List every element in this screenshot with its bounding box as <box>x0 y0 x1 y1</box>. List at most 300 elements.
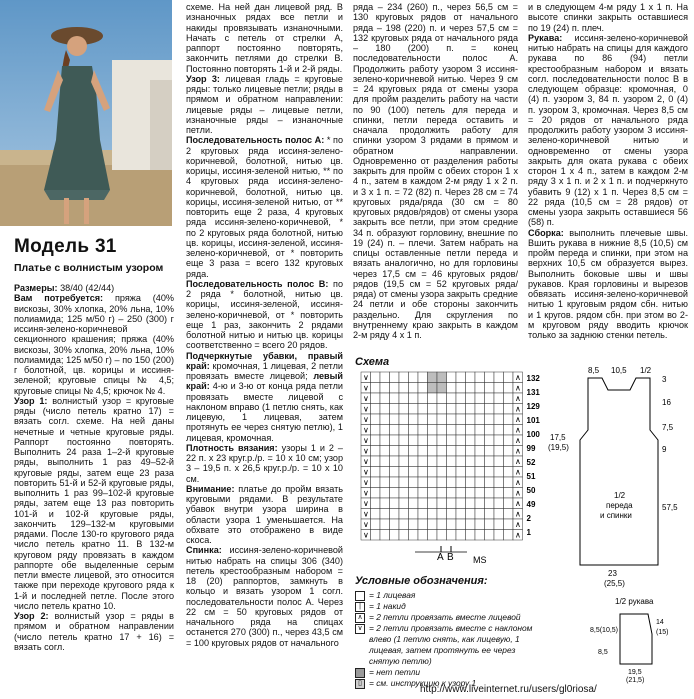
chart-cell <box>475 383 485 394</box>
chart-symbol: ∧ <box>515 488 521 498</box>
text-column-2 <box>186 2 343 648</box>
chart-cell <box>456 414 466 425</box>
chart-cell <box>399 435 409 446</box>
chart-cell <box>466 414 476 425</box>
chart-cell <box>494 446 504 457</box>
chart-cell <box>494 530 504 541</box>
chart-cell <box>428 414 438 425</box>
paragraph: схеме. На ней дан лицевой ряд. В изнаночных рядах все петли и накиды провязывать изнаночными. Начать с петель от стрелки А, раппорт постоянно повторять, закончить петлями до стрелки В. Постоянно повторять 1-й и 2-й ряды. <box>186 2 343 74</box>
chart-cell <box>475 456 485 467</box>
chart-cell <box>418 383 428 394</box>
chart-cell <box>437 498 447 509</box>
text-column-1 <box>14 283 174 652</box>
chart-cell <box>456 477 466 488</box>
chart-cell <box>399 467 409 478</box>
chart-cell <box>494 372 504 383</box>
chart-cell <box>504 404 514 415</box>
chart-cell <box>380 414 390 425</box>
chart-cell <box>399 488 409 499</box>
chart-cell <box>371 404 381 415</box>
chart-cell <box>504 498 514 509</box>
chart-symbol: ∨ <box>363 436 369 445</box>
chart-cell <box>466 488 476 499</box>
chart-symbol: ∨ <box>363 530 369 540</box>
chart-cell <box>456 446 466 457</box>
chart-cell <box>399 530 409 541</box>
chart-cell <box>466 498 476 509</box>
chart-cell <box>456 425 466 436</box>
chart-cell <box>456 467 466 478</box>
chart-cell <box>456 393 466 404</box>
chart-cell <box>428 509 438 520</box>
chart-symbol: ∨ <box>363 404 369 414</box>
chart-cell <box>390 393 400 404</box>
chart-cell <box>494 477 504 488</box>
chart-cell <box>494 488 504 499</box>
chart-cell <box>485 456 495 467</box>
diagram-label: 16 <box>662 398 671 407</box>
diagram-label: (19,5) <box>548 443 569 452</box>
chart-cell <box>380 498 390 509</box>
chart-cell <box>399 498 409 509</box>
chart-symbol: ∨ <box>363 394 369 403</box>
chart-cell <box>437 467 447 478</box>
chart-cell <box>428 467 438 478</box>
chart-cell <box>494 393 504 404</box>
chart-cell <box>380 393 390 404</box>
chart-cell <box>428 488 438 499</box>
diagram-label: 9 <box>662 445 667 454</box>
chart-cell <box>371 435 381 446</box>
diagram-label: и спинки <box>600 511 632 520</box>
chart-cell <box>428 383 438 394</box>
chart-cell <box>371 446 381 457</box>
chart-cell <box>466 519 476 530</box>
knitting-chart <box>355 370 545 570</box>
chart-cell <box>494 509 504 520</box>
row-number: 51 <box>526 472 536 481</box>
chart-cell <box>399 383 409 394</box>
chart-cell <box>390 519 400 530</box>
paragraph: Последовательность полос В: по 2 ряда * болотной, нитью цв. корицы, иссиня-зеленой, иссиня-зелено-коричневой, от * повторить еще 1 раз, закончить 2 рядами болотной нитью и нитью цв. корицы соответственно = всего 20 рядов. <box>186 278 344 351</box>
chart-cell <box>409 530 419 541</box>
chart-cell <box>437 456 447 467</box>
chart-cell <box>409 456 419 467</box>
chart-cell <box>447 530 457 541</box>
chart-cell <box>428 456 438 467</box>
chart-cell <box>456 372 466 383</box>
chart-cell <box>380 530 390 541</box>
see-instruction-icon: ▯ <box>355 679 365 689</box>
diagram-label: 57,5 <box>662 503 678 512</box>
chart-symbol: ∧ <box>515 478 521 487</box>
chart-symbol: ∧ <box>515 404 521 414</box>
chart-cell <box>475 498 485 509</box>
chart-cell <box>504 467 514 478</box>
chart-symbol: ∧ <box>515 383 521 393</box>
chart-cell <box>485 509 495 520</box>
row-number: 131 <box>526 388 540 397</box>
chart-cell <box>485 414 495 425</box>
chart-cell <box>409 488 419 499</box>
row-number: 1 <box>526 528 531 537</box>
chart-cell <box>447 477 457 488</box>
chart-cell <box>399 477 409 488</box>
chart-cell <box>380 383 390 394</box>
chart-symbol: ∨ <box>363 499 369 508</box>
chart-cell <box>428 446 438 457</box>
chart-cell <box>456 519 466 530</box>
chart-cell <box>418 393 428 404</box>
chart-cell <box>437 477 447 488</box>
chart-cell <box>494 404 504 415</box>
arrow-a-label: A <box>437 552 444 563</box>
chart-cell <box>428 530 438 541</box>
chart-cell <box>456 509 466 520</box>
chart-cell <box>409 393 419 404</box>
chart-cell <box>409 425 419 436</box>
chart-cell <box>390 477 400 488</box>
chart-cell <box>475 414 485 425</box>
model-photo <box>0 0 172 226</box>
chart-cell <box>428 435 438 446</box>
chart-symbol: ∨ <box>363 467 369 477</box>
chart-cell <box>494 467 504 478</box>
chart-cell <box>494 425 504 436</box>
chart-cell <box>371 372 381 383</box>
chart-cell <box>466 393 476 404</box>
chart-symbol: ∧ <box>515 509 521 519</box>
chart-cell <box>456 498 466 509</box>
chart-cell <box>466 435 476 446</box>
chart-cell <box>447 404 457 415</box>
chart-cell <box>428 425 438 436</box>
chart-cell <box>390 488 400 499</box>
chart-grid <box>361 372 523 540</box>
chart-cell <box>399 519 409 530</box>
k2tog-icon: ∧ <box>355 613 365 623</box>
chart-cell <box>504 383 514 394</box>
chart-cell <box>485 498 495 509</box>
chart-cell <box>399 425 409 436</box>
chart-cell <box>399 414 409 425</box>
chart-cell <box>428 498 438 509</box>
chart-cell <box>494 383 504 394</box>
chart-cell <box>409 498 419 509</box>
chart-cell <box>399 456 409 467</box>
chart-cell <box>390 404 400 415</box>
chart-cell <box>504 414 514 425</box>
chart-cell <box>437 435 447 446</box>
chart-symbol: ∧ <box>515 499 521 508</box>
chart-cell <box>409 467 419 478</box>
chart-symbol: ∧ <box>515 373 521 382</box>
diagram-label: 14 <box>656 619 664 626</box>
chart-cell <box>380 372 390 383</box>
chart-cell <box>447 414 457 425</box>
chart-cell <box>504 435 514 446</box>
chart-cell <box>390 467 400 478</box>
chart-cell <box>428 393 438 404</box>
chart-cell <box>456 383 466 394</box>
chart-cell <box>475 404 485 415</box>
chart-symbol: ∧ <box>515 457 521 466</box>
legend-title: Условные обозначения: <box>355 575 488 587</box>
diagram-label: 10,5 <box>611 366 627 375</box>
chart-cell <box>456 456 466 467</box>
chart-cell <box>418 435 428 446</box>
arrow-b-label: B <box>447 552 454 563</box>
chart-cell <box>437 509 447 520</box>
chart-cell <box>418 477 428 488</box>
chart-cell <box>456 404 466 415</box>
chart-cell <box>466 383 476 394</box>
chart-row-numbers <box>527 374 541 537</box>
chart-cell <box>409 435 419 446</box>
legend-item: = 1 лицевая <box>355 590 545 601</box>
model-subtitle: Платье с волнистым узором <box>14 262 164 274</box>
chart-cell <box>494 519 504 530</box>
chart-cell <box>371 425 381 436</box>
chart-cell <box>380 435 390 446</box>
chart-cell <box>466 372 476 383</box>
chart-cell <box>371 383 381 394</box>
chart-symbol: ∧ <box>515 446 521 456</box>
chart-cell <box>409 414 419 425</box>
legend-item: ▯ = см. инструкцию к узору 1 <box>355 678 545 689</box>
chart-cell <box>437 404 447 415</box>
chart-cell <box>409 519 419 530</box>
diagram-label: 1/2 <box>614 491 626 500</box>
sleeve-title: 1/2 рукава <box>615 597 654 606</box>
chart-cell <box>418 509 428 520</box>
chart-cell <box>380 477 390 488</box>
chart-symbol: ∧ <box>515 467 521 477</box>
diagram-label: 7,5 <box>662 423 674 432</box>
chart-cell <box>475 435 485 446</box>
model-title: Модель 31 <box>14 236 117 257</box>
chart-cell <box>485 435 495 446</box>
chart-cell <box>475 488 485 499</box>
chart-cell <box>475 509 485 520</box>
chart-cell <box>475 393 485 404</box>
chart-cell <box>475 467 485 478</box>
chart-cell <box>371 467 381 478</box>
chart-cell <box>390 435 400 446</box>
chart-cell <box>390 509 400 520</box>
chart-cell <box>504 530 514 541</box>
chart-cell <box>399 372 409 383</box>
chart-cell <box>475 477 485 488</box>
chart-cell <box>371 498 381 509</box>
chart-symbol: ∧ <box>515 530 521 540</box>
chart-cell <box>390 446 400 457</box>
diagram-label: 8,5(10,5) <box>590 627 619 634</box>
paragraph: Сборка: выполнить плечевые швы. Вшить рукава в нижние 8,5 (10,5) см пройм переда и спинки, при этом на верхних 10,5 см образуется вырез. Выполнить боковые швы и швы рукавов. Края горловины и вырезов обвязать иссиня-зелено-коричневой нитью 1 круговым рядом сбн. нитью и 1 кругов. рядом сбн. при этом во 2-м круговом ряду вводить крючок только за заднюю стенки петель. <box>528 227 688 340</box>
chart-cell <box>437 393 447 404</box>
chart-cell <box>418 404 428 415</box>
chart-cell <box>418 456 428 467</box>
paragraph: Узор 1: волнистый узор = круговые ряды (число петель кратно 17) = вязать согл. схеме. На ней даны нечетные и четные круговые ряды. Раппорт постоянно повторять. Выполнить 24 раза 1–2-й круговые ряды, выполнить 1 раз 49–52-й круговые ряды, затем еще 23 раза повторить 51-й и 52-й круговые ряды, выполнить 1 раз 99–102-й круговые ряды, затем еще 13 раз повторить 101-й и 102-й круговые ряды, закончить 129–132-м круговыми рядами. После 130-го кругового ряда число петель кратно 11. В 132-м круговом ряду провязать в каждом раппорте обе выделенные серым петли вместе лицевой, это относится также при переходе кругового ряда к 1-й и последней петле. После этого число петель кратно 10. <box>14 395 174 611</box>
paragraph: Вам потребуется: пряжа (40% вискозы, 30% хлопка, 20% льна, 10% полиамида; 125 м/50 г) – 250 (300) г иссиня-зелено-коричневой секционного крашения; пряжа (40% вискозы, 30% хлопка, 20% льна, 10% полиамида; 125 м/50 г) – по 150 (200) г болотной, цв. корицы и иссиня-зеленой; круговые спицы № 4,5; круговые спицы № 4,5; крючок № 4. <box>14 293 174 396</box>
chart-symbol: ∨ <box>363 520 369 529</box>
chart-symbol: ∧ <box>515 415 521 424</box>
chart-cell <box>485 467 495 478</box>
chart-cell <box>447 467 457 478</box>
chart-cell <box>390 372 400 383</box>
chart-cell <box>447 498 457 509</box>
chart-cell <box>485 372 495 383</box>
chart-cell <box>447 425 457 436</box>
legend-item: = нет петли <box>355 667 545 678</box>
paragraph: Узор 3: лицевая гладь = круговые ряды: только лицевые петли; ряды в прямом и обратном направлении: лицевые ряды – лицевые петли, изнаночные ряды – изнаночные петли. <box>186 73 343 135</box>
chart-cell <box>371 488 381 499</box>
chart-cell <box>485 446 495 457</box>
diagram-label: 3 <box>662 375 667 384</box>
diagram-label: 17,5 <box>550 433 566 442</box>
chart-cell <box>428 519 438 530</box>
chart-cell <box>437 446 447 457</box>
chart-cell <box>390 498 400 509</box>
chart-symbol: ∨ <box>363 446 369 456</box>
chart-cell <box>447 393 457 404</box>
chart-cell <box>447 383 457 394</box>
chart-cell <box>428 372 438 383</box>
chart-cell <box>485 488 495 499</box>
chart-cell <box>418 446 428 457</box>
diagram-label: (25,5) <box>604 579 625 588</box>
chart-cell <box>475 530 485 541</box>
diagram-label: 8,5 <box>598 649 608 656</box>
row-number: 132 <box>526 374 540 383</box>
chart-cell <box>437 425 447 436</box>
diagram-label: 19,5 <box>628 669 642 676</box>
chart-cell <box>485 383 495 394</box>
paragraph: Спинка: иссиня-зелено-коричневой нитью набрать на спицы 306 (340) петель крестообразным набором = 18 (20) раппортов, замкнуть в кольцо и вязать узором 1 согл. последовательности полос А. Через 22 см = 50 круговых рядов от начального ряда на спицах останется 270 (300) п., через 43,5 см = 100 круговых рядов от начального <box>186 545 343 648</box>
chart-cell <box>504 488 514 499</box>
row-number: 100 <box>526 430 540 439</box>
chart-cell <box>399 509 409 520</box>
row-number: 52 <box>526 458 536 467</box>
diagram-label: 23 <box>608 569 617 578</box>
chart-cell <box>418 488 428 499</box>
chart-cell <box>466 467 476 478</box>
knit-stitch-icon <box>355 591 365 601</box>
chart-cell <box>390 425 400 436</box>
paragraph: Последовательность полос А: * по 2 круговых ряда иссиня-зелено-коричневой, болотной, нитью цв. корицы, иссиня-зеленой нитью, ** по 4 круговых ряда иссиня-зелено-коричневой, болотной, нитью цв. корицы, иссиня-зеленой нитью, от ** повторить еще 2 раза, 4 круговых ряда иссиня-зелено-коричневой, * по 2 круговых ряда болотной, нитью цв. корицы, иссиня-зеленой, иссиня-зелено-коричневой, от * повторить еще 3 раза = всего 132 круговых ряда. <box>186 135 344 279</box>
chart-cell <box>466 477 476 488</box>
diagram-label: (21,5) <box>626 677 645 684</box>
chart-cell <box>466 446 476 457</box>
paragraph: Узор 2: волнистый узор = ряды в прямом и обратном направлении (число петель кратно 17 + 16) = вязать согл. <box>14 611 174 652</box>
chart-cell <box>371 477 381 488</box>
chart-cell <box>504 372 514 383</box>
chart-cell <box>485 477 495 488</box>
paragraph: Рукава: иссиня-зелено-коричневой нитью набрать на спицы для каждого рукава по 86 (94) петли крестообразным набором и вязать согл. последовательности полос В в следующем образце: кромочная, 0 (4) п. узором 3, 84 п. узором 2, 0 (4) п. узором 3, кромочная. Через 8,5 см = 20 рядов от начального ряда продолжить работу узором 3 иссиня-зелено-коричневой нитью и одновременно от смены узора закрыть для оката рукава с обеих сторон 1 х 4 п., затем в каждом 2-м ряду 3 х 1 п. и 2 х 1 п. и подчеркнуто убавить 9 (12) х 1 п. Через 8,5 см = 22 ряда (10,5 см = 28 рядов) от смены узора закрыть оставшиеся 56 (58) п. <box>528 32 688 228</box>
chart-cell <box>371 509 381 520</box>
chart-cell <box>380 425 390 436</box>
chart-cell <box>466 456 476 467</box>
row-number: 50 <box>526 486 536 495</box>
chart-symbol: ∧ <box>515 425 521 435</box>
chart-cell <box>418 467 428 478</box>
chart-cell <box>504 393 514 404</box>
chart-cell <box>447 456 457 467</box>
chart-cell <box>504 446 514 457</box>
row-number: 49 <box>526 500 536 509</box>
legend-item: ∧ = 2 петли провязать вместе лицевой <box>355 612 545 623</box>
chart-cell <box>418 530 428 541</box>
chart-symbol: ∨ <box>363 415 369 424</box>
legend-item: ∨ = 2 петли провязать вместе с наклоном влево (1 петлю снять, как лицевую, 1 лицевая, затем протянуть ее через снятую петлю) <box>355 623 545 667</box>
diagram-label: переда <box>606 501 633 510</box>
chart-cell <box>409 477 419 488</box>
chart-symbol: ∨ <box>363 373 369 382</box>
paragraph: Плотность вязания: узоры 1 и 2 – 22 п. х 23 круг.р./р. = 10 х 10 см; узор 3 – 19,5 п. х 26,5 круг.р./р. = 10 х 10 см. <box>186 442 343 484</box>
chart-cell <box>390 414 400 425</box>
chart-cell <box>409 446 419 457</box>
footer-url[interactable]: http://www.liveinternet.ru/users/gl0riosa/ <box>420 684 597 695</box>
chart-cell <box>447 446 457 457</box>
chart-cell <box>485 530 495 541</box>
chart-cell <box>371 456 381 467</box>
legend <box>355 590 545 689</box>
ssk-icon: ∨ <box>355 624 365 634</box>
row-number: 129 <box>526 402 540 411</box>
chart-cell <box>390 456 400 467</box>
chart-cell <box>494 456 504 467</box>
chart-cell <box>380 488 390 499</box>
chart-cell <box>428 404 438 415</box>
chart-symbol: ∨ <box>363 383 369 393</box>
chart-cell <box>428 477 438 488</box>
chart-cell <box>447 488 457 499</box>
row-number: 2 <box>526 514 531 523</box>
chart-cell <box>399 404 409 415</box>
sleeve-outline <box>620 614 652 664</box>
chart-cell <box>371 530 381 541</box>
chart-cell <box>380 509 390 520</box>
chart-cell <box>475 519 485 530</box>
chart-cell <box>466 404 476 415</box>
diagram-label: 8,5 <box>588 366 600 375</box>
chart-cell <box>409 383 419 394</box>
chart-cell <box>437 383 447 394</box>
chart-cell <box>409 509 419 520</box>
chart-cell <box>447 372 457 383</box>
chart-cell <box>485 404 495 415</box>
chart-cell <box>380 446 390 457</box>
chart-cell <box>466 530 476 541</box>
text-column-4 <box>528 2 688 340</box>
chart-cell <box>475 425 485 436</box>
chart-cell <box>399 446 409 457</box>
ms-label: MS <box>473 555 487 565</box>
chart-cell <box>494 435 504 446</box>
chart-symbol: ∨ <box>363 478 369 487</box>
legend-item: | = 1 накид <box>355 601 545 612</box>
text-column-3 <box>353 2 518 340</box>
chart-cell <box>399 393 409 404</box>
chart-cell <box>418 425 428 436</box>
chart-cell <box>380 519 390 530</box>
no-stitch-icon <box>355 668 365 678</box>
chart-cell <box>409 372 419 383</box>
chart-cell <box>504 509 514 520</box>
sleeve-schematic <box>590 594 690 684</box>
chart-cell <box>437 530 447 541</box>
chart-cell <box>437 488 447 499</box>
